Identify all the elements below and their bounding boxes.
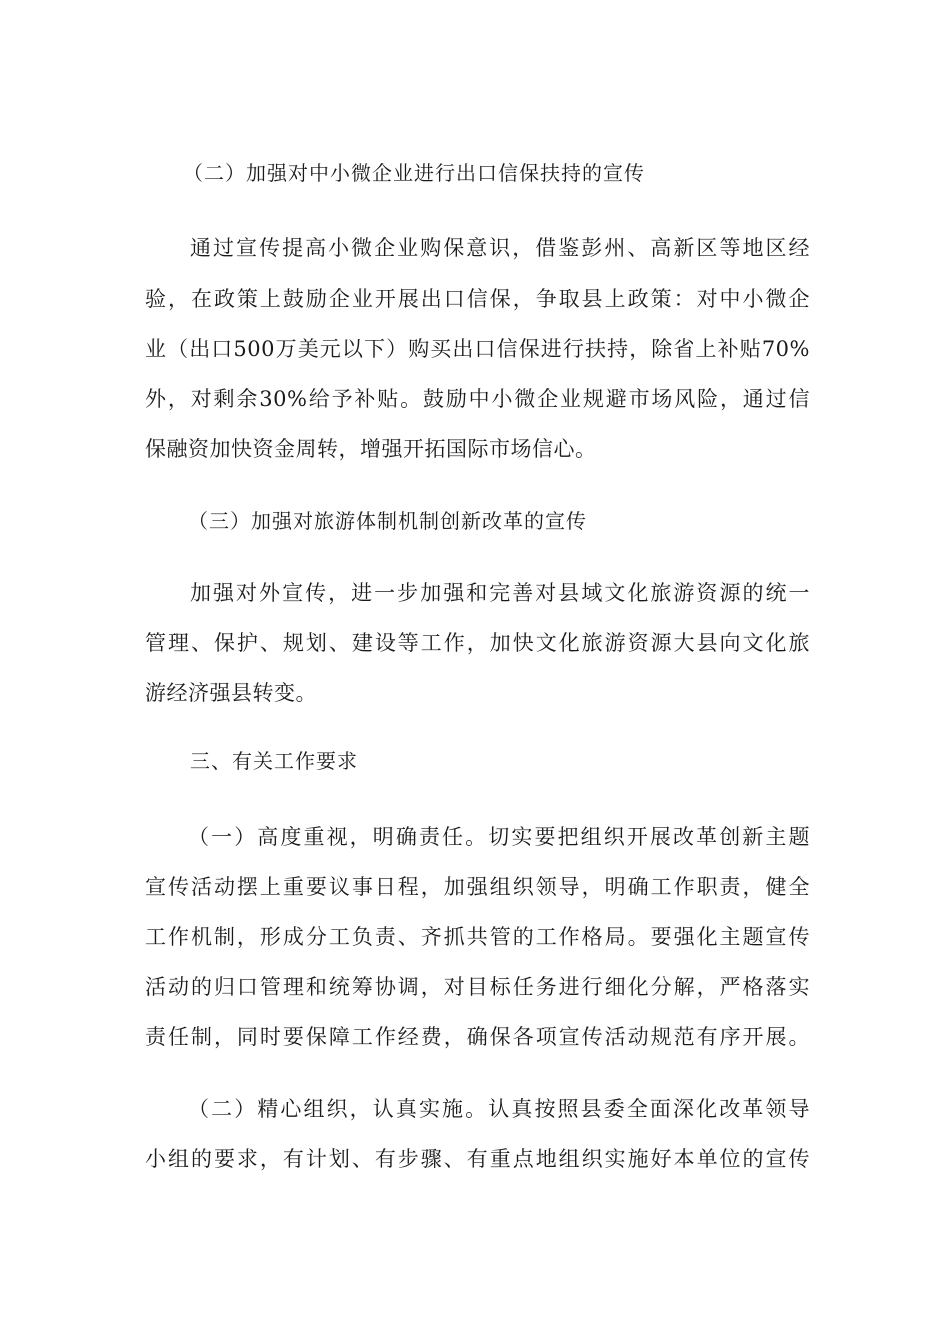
section-heading-work-requirements: 三、有关工作要求	[190, 749, 358, 773]
section-heading-tourism-reform: （三）加强对旅游体制机制创新改革的宣传	[188, 509, 587, 533]
section-heading-export-credit: （二）加强对中小微企业进行出口信保扶持的宣传	[183, 161, 645, 185]
paragraph-line: 宣传活动摆上重要议事日程，加强组织领导，明确工作职责，健全	[145, 875, 810, 899]
paragraph-line: 管理、保护、规划、建设等工作，加快文化旅游资源大县向文化旅	[145, 631, 810, 655]
paragraph-line: 加强对外宣传，进一步加强和完善对县域文化旅游资源的统一	[190, 581, 810, 605]
paragraph-line: 小组的要求，有计划、有步骤、有重点地组织实施好本单位的宣传	[145, 1147, 810, 1171]
paragraph-line: 责任制，同时要保障工作经费，确保各项宣传活动规范有序开展。	[145, 1025, 810, 1049]
paragraph-line: 业（出口500万美元以下）购买出口信保进行扶持，除省上补贴70%	[145, 337, 810, 361]
paragraph-line: 通过宣传提高小微企业购保意识，借鉴彭州、高新区等地区经	[190, 236, 810, 260]
paragraph-line: 验，在政策上鼓励企业开展出口信保，争取县上政策：对中小微企	[145, 287, 810, 311]
paragraph-line: 游经济强县转变。	[145, 681, 317, 705]
paragraph-line: （二）精心组织，认真实施。认真按照县委全面深化改革领导	[188, 1097, 810, 1121]
paragraph-line: 保融资加快资金周转，增强开拓国际市场信心。	[145, 437, 597, 461]
paragraph-line: 外，对剩余30%给予补贴。鼓励中小微企业规避市场风险，通过信	[145, 387, 810, 411]
paragraph-line: 活动的归口管理和统筹协调，对目标任务进行细化分解，严格落实	[145, 975, 810, 999]
paragraph-line: 工作机制，形成分工负责、齐抓共管的工作格局。要强化主题宣传	[145, 925, 810, 949]
paragraph-line: （一）高度重视，明确责任。切实要把组织开展改革创新主题	[188, 825, 810, 849]
